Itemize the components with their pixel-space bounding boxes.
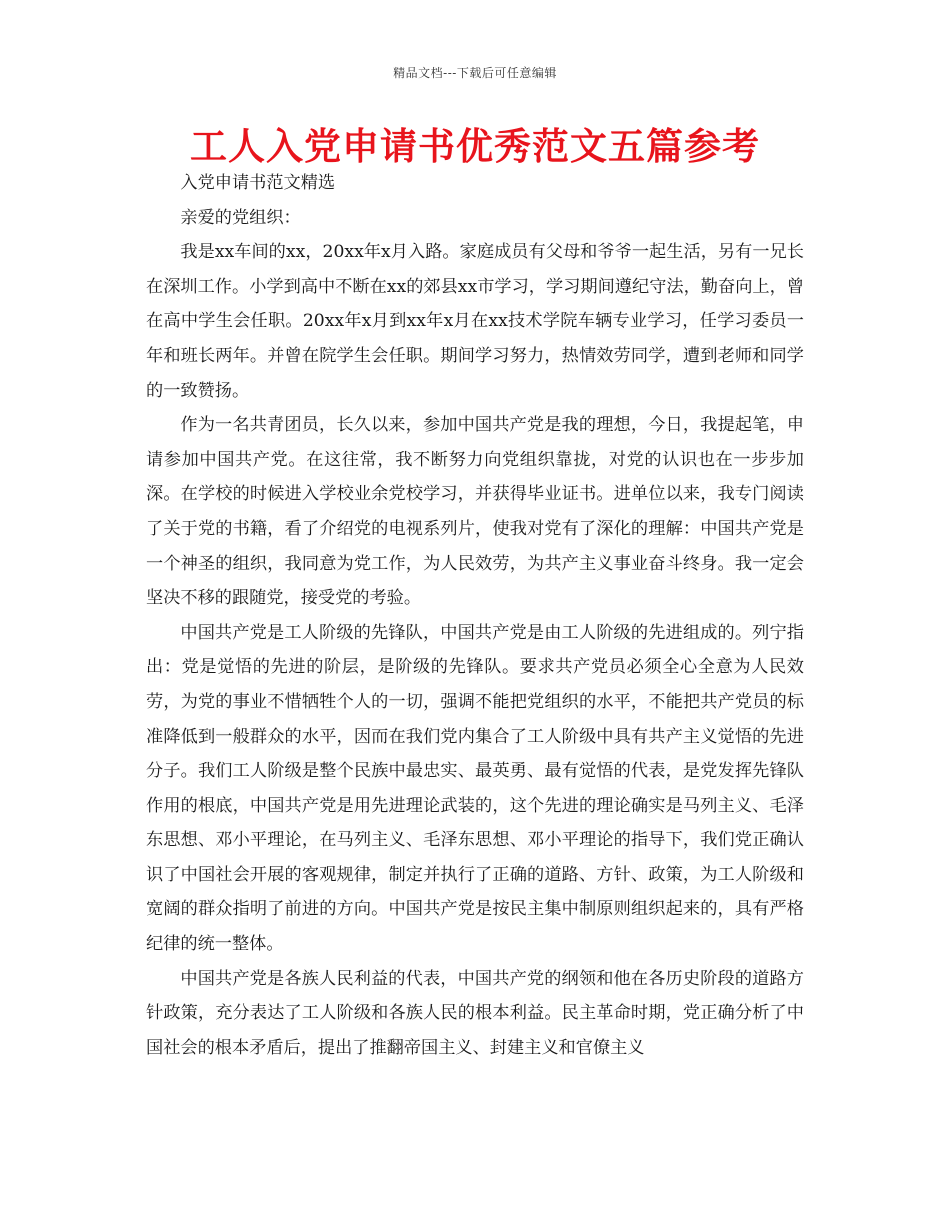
paragraph: 作为一名共青团员，长久以来，参加中国共产党是我的理想，今日，我提起笔，申请参加中国共产党。在这往常，我不断努力向党组织靠拢，对党的认识也在一步步加深。在学校的时候进入学校业余党校学习，并获得毕业证书。进单位以来，我专门阅读了关于党的书籍，看了介绍党的电视系列片，使我对党有了深化的理解：中国共产党是一个神圣的组织，我同意为党工作，为人民效劳，为共产主义事业奋斗终身。我一定会坚决不移的跟随党，接受党的考验。 [146,415,804,609]
paragraph-salutation: 亲爱的党组织： [180,207,301,228]
paragraph: 中国共产党是各族人民利益的代表，中国共产党的纲领和他在各历史阶段的道路方针政策，充分表达了工人阶级和各族人民的根本利益。民主革命时期，党正确分析了中国社会的根本矛盾后，提出了推翻帝国主义、封建主义和官僚主义 [146,968,804,1058]
document-body [146,166,804,1065]
document-title: 工人入党申请书优秀范文五篇参考 [190,124,760,168]
paragraph: 我是xx车间的xx，20xx年x月入路。家庭成员有父母和爷爷一起生活，另有一兄长在深圳工作。小学到高中不断在xx的郊县xx市学习，学习期间遵纪守法，勤奋向上，曾在高中学生会任职。20xx年x月到xx年x月在xx技术学院车辆专业学习，任学习委员一年和班长两年。并曾在院学生会任职。期间学习努力，热情效劳同学，遭到老师和同学的一致赞扬。 [146,242,804,401]
page-header: 精品文档---下载后可任意编辑 [393,66,557,80]
paragraph: 中国共产党是工人阶级的先锋队，中国共产党是由工人阶级的先进组成的。列宁指出：党是觉悟的先进的阶层，是阶级的先锋队。要求共产党员必须全心全意为人民效劳，为党的事业不惜牺牲个人的一切，强调不能把党组织的水平，不能把共产党员的标准降低到一般群众的水平，因而在我们党内集合了工人阶级中具有共产主义觉悟的先进分子。我们工人阶级是整个民族中最忠实、最英勇、最有觉悟的代表，是党发挥先锋队作用的根底，中国共产党是用先进理论武装的，这个先进的理论确实是马列主义、毛泽东思想、邓小平理论，在马列主义、毛泽东思想、邓小平理论的指导下，我们党正确认识了中国社会开展的客观规律，制定并执行了正确的道路、方针、政策，为工人阶级和宽阔的群众指明了前进的方向。中国共产党是按民主集中制原则组织起来的，具有严格纪律的统一整体。 [146,622,804,955]
paragraph-subtitle: 入党申请书范文精选 [180,173,336,193]
